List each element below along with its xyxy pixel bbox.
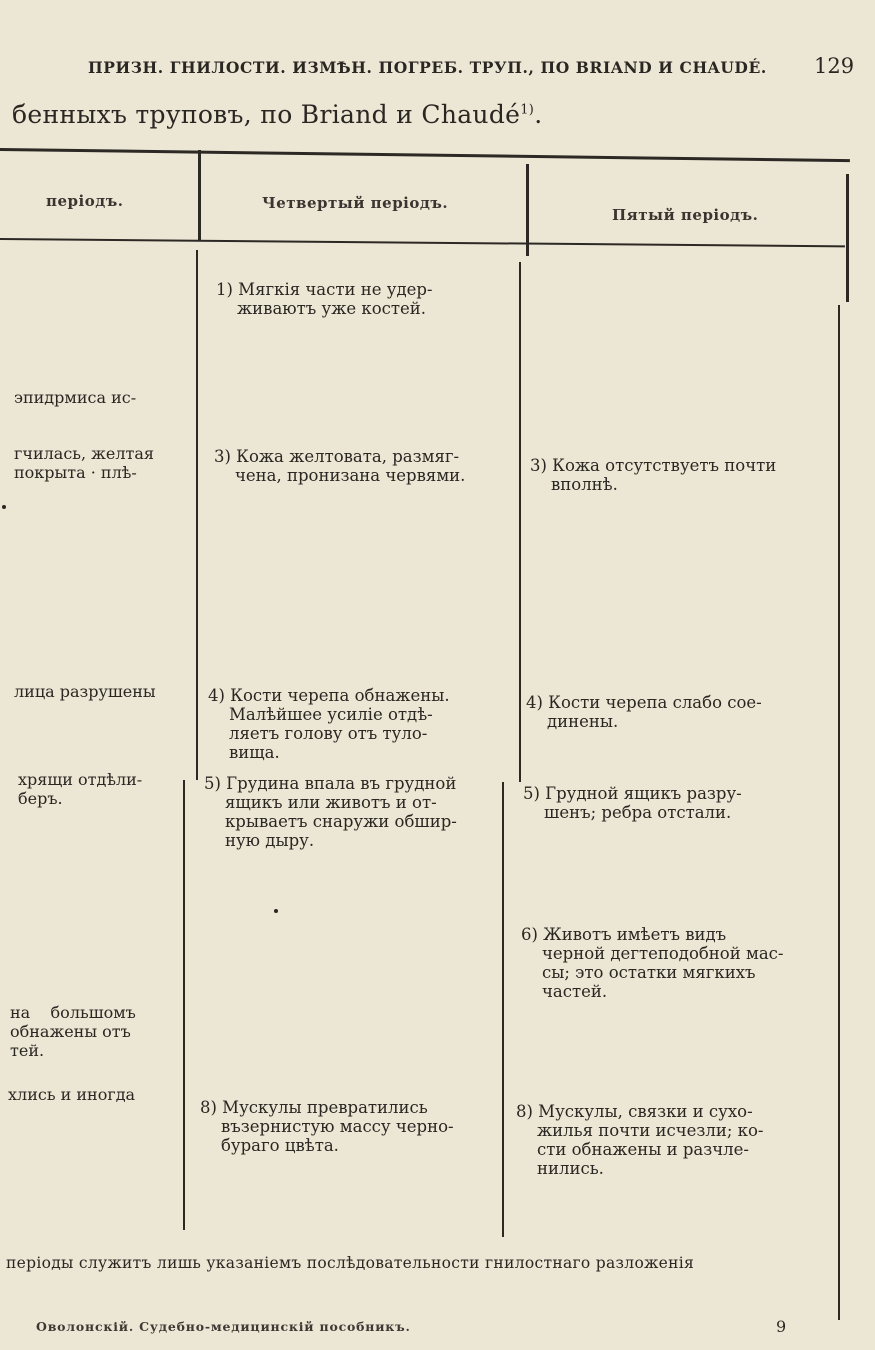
- header-bottom-rule: [0, 238, 845, 247]
- column-header-fifth: Пятый періодъ.: [612, 206, 759, 224]
- fourth-period-item-3: 3) Кожа желтовата, размяг- чена, пронизана червями.: [214, 447, 466, 485]
- footnote-mark: 1): [520, 102, 535, 118]
- body-divider-2b: [502, 782, 504, 1237]
- fifth-period-item-8: 8) Мускулы, связки и сухо- жилья почти исчезли; ко- сти обнажены и разчле- нились.: [516, 1102, 764, 1178]
- body-divider-2: [519, 262, 521, 782]
- fourth-period-item-5: 5) Грудина впала въ грудной ящикъ или животъ и от- крываетъ снаружи обшир- ную дыру.: [204, 774, 457, 850]
- body-divider-3: [838, 305, 840, 1320]
- running-head: ПРИЗН. ГНИЛОСТИ. ИЗМѢН. ПОГРЕБ. ТРУП., ПО BRIAND И CHAUDÉ.: [88, 58, 767, 77]
- left-cell-6: хлись и иногда: [8, 1085, 136, 1104]
- footnote: періоды служитъ лишь указаніемъ послѣдовательности гнилостнаго разложенія: [6, 1254, 695, 1272]
- fourth-period-item-4: 4) Кости черепа обнажены. Малѣйшее усиліе отдѣ- ляетъ голову отъ туло- вища.: [208, 686, 450, 762]
- table-title: [12, 100, 542, 129]
- table-title-close: .: [534, 100, 543, 129]
- column-divider-1: [198, 150, 201, 240]
- column-header-period: періодъ.: [46, 192, 124, 210]
- body-divider-1b: [183, 780, 185, 1230]
- column-divider-3: [846, 174, 849, 302]
- left-cell-4: хрящи отдѣли- беръ.: [18, 770, 143, 808]
- fourth-period-item-1: 1) Мягкія части не удер- живаютъ уже костей.: [216, 280, 433, 318]
- column-divider-2: [526, 164, 529, 256]
- footer-book-title: Оволонскій. Судебно-медицинскій пособникъ.: [36, 1319, 411, 1334]
- left-cell-2: гчилась, желтая покрыта · плѣ-: [14, 444, 155, 482]
- column-header-fourth: Четвертый періодъ.: [262, 194, 449, 212]
- fifth-period-item-4: 4) Кости черепа слабо сое- динены.: [526, 693, 762, 731]
- fifth-period-item-6: 6) Животъ имѣетъ видъ черной дегтеподобной мас- сы; это остатки мягкихъ частей.: [521, 925, 784, 1001]
- ink-speck-left: [2, 505, 6, 509]
- table-top-rule: [0, 148, 850, 162]
- signature-mark: 9: [776, 1317, 787, 1336]
- ink-speck: [274, 909, 278, 913]
- fifth-period-item-5: 5) Грудной ящикъ разру- шенъ; ребра отстали.: [523, 784, 742, 822]
- left-cell-1: эпидрмиса ис-: [14, 388, 137, 407]
- fourth-period-item-8: 8) Мускулы превратились възернистую массу черно- бураго цвѣта.: [200, 1098, 454, 1155]
- body-divider-1: [196, 250, 198, 780]
- left-cell-5: на большомъ обнажены отъ тей.: [10, 1003, 136, 1060]
- fifth-period-item-3: 3) Кожа отсутствуетъ почти вполнѣ.: [530, 456, 777, 494]
- table-title-text: бенныхъ труповъ, по Briand и Chaudé: [12, 100, 521, 129]
- left-cell-3: лица разрушены: [14, 682, 156, 701]
- page-number: 129: [814, 54, 855, 78]
